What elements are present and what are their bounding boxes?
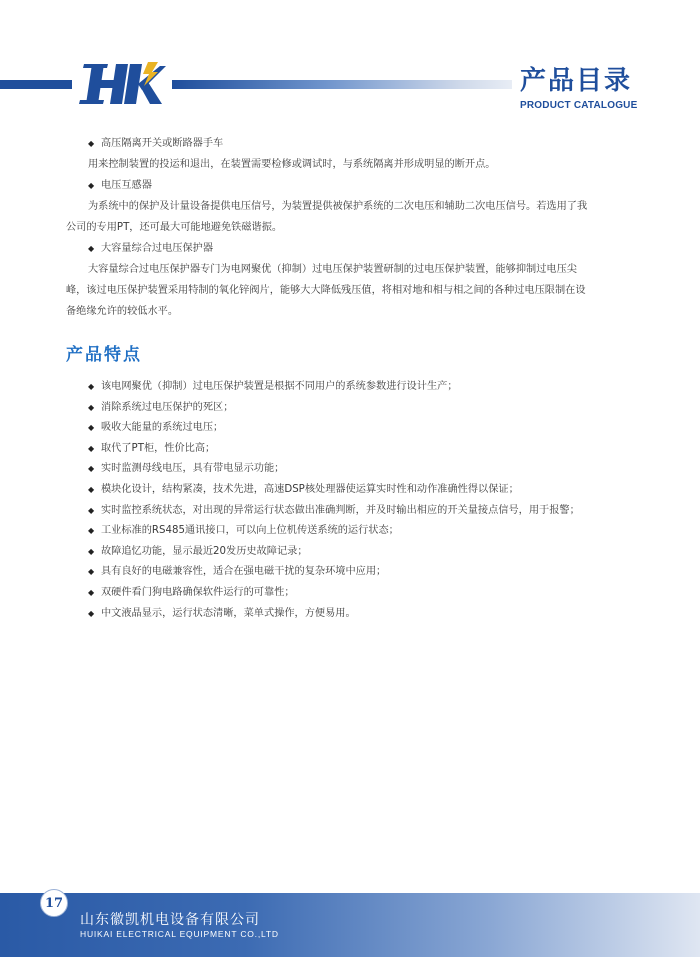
- list-item: [66, 459, 646, 480]
- component-heading: [66, 175, 646, 196]
- black-diamond-icon: ◆: [88, 244, 95, 253]
- company-name-cn: 山东徽凯机电设备有限公司: [80, 912, 260, 928]
- feature-text: 工业标准的RS485通讯接口，可以向上位机传送系统的运行状态；: [101, 525, 399, 537]
- component-heading: [66, 238, 646, 259]
- list-item: [66, 501, 646, 522]
- component-heading-text: 电压互感器: [101, 180, 152, 191]
- component-heading-text: 大容量综合过电压保护器: [101, 243, 214, 254]
- list-item: [66, 604, 646, 625]
- feature-text: 该电网聚优（抑制）过电压保护装置是根据不同用户的系统参数进行设计生产；: [101, 381, 458, 392]
- list-item: [66, 583, 646, 604]
- component-description: 峰，该过电压保护装置采用特制的氧化锌阀片，能够大大降低残压值，将相对地和相与相之间的各种过电压限制在设: [66, 285, 586, 296]
- feature-text: 取代了PT柜，性价比高；: [101, 442, 216, 454]
- black-diamond-icon: ◆: [88, 505, 95, 515]
- black-diamond-icon: ◆: [88, 587, 95, 597]
- feature-text: 实时监测母线电压，具有带电显示功能；: [101, 463, 285, 475]
- list-item: [66, 480, 646, 501]
- black-diamond-icon: ◆: [88, 546, 95, 556]
- list-item: [66, 418, 646, 439]
- section-title-features: 产品特点: [66, 345, 142, 365]
- list-item: [66, 542, 646, 563]
- component-descriptions: [66, 133, 646, 322]
- list-item: [66, 377, 646, 398]
- list-item: [66, 521, 646, 542]
- component-description: 用来控制装置的投运和退出，在装置需要检修或调试时，与系统隔离并形成明显的断开点。: [88, 159, 496, 170]
- header-bar-left: [0, 80, 72, 89]
- component-description: 大容量综合过电压保护器专门为电网聚优（抑制）过电压保护装置研制的过电压保护装置，能够抑制过电压尖: [88, 264, 577, 275]
- black-diamond-icon: ◆: [88, 139, 95, 148]
- feature-text: 消除系统过电压保护的死区；: [101, 401, 234, 413]
- component-heading-text: 高压隔离开关或断路器手车: [101, 138, 224, 149]
- black-diamond-icon: ◆: [88, 382, 95, 391]
- black-diamond-icon: ◆: [88, 608, 95, 618]
- black-diamond-icon: ◆: [88, 423, 95, 433]
- black-diamond-icon: ◆: [88, 526, 95, 536]
- component-description: 公司的专用PT，还可最大可能地避免铁磁谐振。: [66, 222, 283, 233]
- feature-list: [66, 377, 646, 624]
- black-diamond-icon: ◆: [88, 181, 95, 190]
- black-diamond-icon: ◆: [88, 484, 95, 494]
- catalogue-subtitle: PRODUCT CATALOGUE: [520, 100, 638, 111]
- page-number: 17: [40, 889, 68, 917]
- catalogue-title: 产品目录: [520, 66, 633, 96]
- component-description: 为系统中的保护及计量设备提供电压信号，为装置提供被保护系统的二次电压和辅助二次电压信号。若选用了我: [88, 201, 588, 212]
- list-item: [66, 562, 646, 583]
- company-logo: [78, 60, 168, 108]
- black-diamond-icon: ◆: [88, 464, 95, 474]
- list-item: [66, 439, 646, 460]
- black-diamond-icon: ◆: [88, 567, 95, 577]
- company-name-en: HUIKAI ELECTRICAL EQUIPMENT CO.,LTD: [80, 929, 279, 939]
- feature-text: 具有良好的电磁兼容性，适合在强电磁干扰的复杂环境中应用；: [101, 566, 387, 578]
- list-item: [66, 398, 646, 419]
- feature-text: 双硬件看门狗电路确保软件运行的可靠性；: [101, 586, 295, 598]
- feature-text: 模块化设计，结构紧凑，技术先进，高速DSP核处理器使运算实时性和动作准确性得以保证；: [101, 483, 519, 495]
- black-diamond-icon: ◆: [88, 443, 95, 453]
- header-bar-right: [172, 80, 512, 89]
- feature-text: 故障追忆功能，显示最近20发历史故障记录；: [101, 545, 308, 557]
- feature-text: 实时监控系统状态，对出现的异常运行状态做出准确判断，并及时输出相应的开关量接点信号，用于报警；: [101, 504, 580, 516]
- black-diamond-icon: ◆: [88, 402, 95, 412]
- feature-text: 中文液晶显示，运行状态清晰，菜单式操作，方便易用。: [101, 607, 356, 619]
- component-heading: [66, 133, 646, 154]
- feature-text: 吸收大能量的系统过电压；: [101, 422, 224, 434]
- component-description: 备绝缘允许的较低水平。: [66, 306, 179, 317]
